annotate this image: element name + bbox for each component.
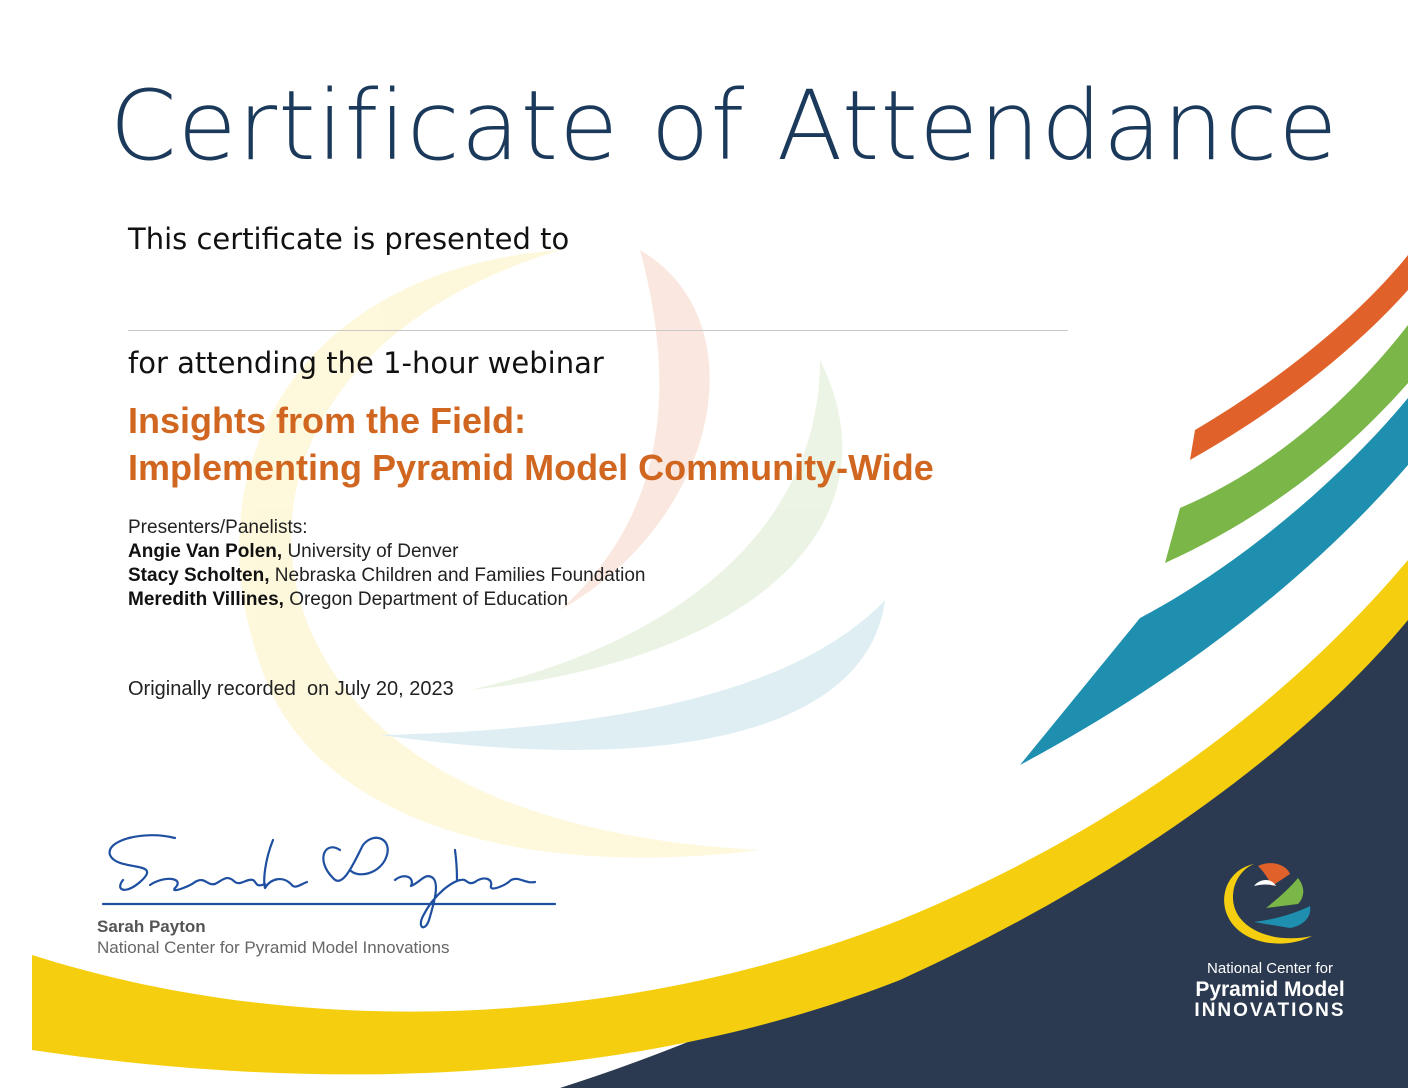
attending-text: for attending the 1-hour webinar (128, 346, 604, 380)
presenter-affiliation: University of Denver (287, 541, 459, 562)
logo-text-line2: Pyramid Model (1195, 978, 1345, 1001)
logo-text-line1: National Center for (1207, 960, 1333, 977)
presenter-name: Stacy Scholten, (128, 565, 270, 586)
orange-swoosh (1190, 255, 1408, 460)
presented-to-text: This certificate is presented to (128, 222, 570, 256)
presenter-name: Meredith Villines, (128, 589, 284, 610)
webinar-title-line1: Insights from the Field: (128, 400, 527, 441)
presenter-item (128, 565, 645, 587)
webinar-title-line2: Implementing Pyramid Model Community-Wide (128, 447, 934, 488)
presenter-item (128, 589, 568, 611)
recorded-date: Originally recorded on July 20, 2023 (128, 678, 454, 700)
presenter-affiliation: Oregon Department of Education (289, 589, 569, 610)
certificate-title: Certificate of Attendance (109, 70, 1339, 182)
presenter-affiliation: Nebraska Children and Families Foundation (274, 565, 646, 586)
presenter-item (128, 541, 459, 563)
signer-organization: National Center for Pyramid Model Innovations (97, 938, 450, 957)
signer-name: Sarah Payton (97, 917, 206, 936)
recipient-name-line (128, 330, 1068, 331)
logo-text-line3: INNOVATIONS (1194, 1000, 1346, 1021)
presenters-heading: Presenters/Panelists: (128, 517, 308, 538)
pyramid-model-logo-icon (1214, 856, 1322, 952)
presenter-name: Angie Van Polen, (128, 541, 283, 562)
